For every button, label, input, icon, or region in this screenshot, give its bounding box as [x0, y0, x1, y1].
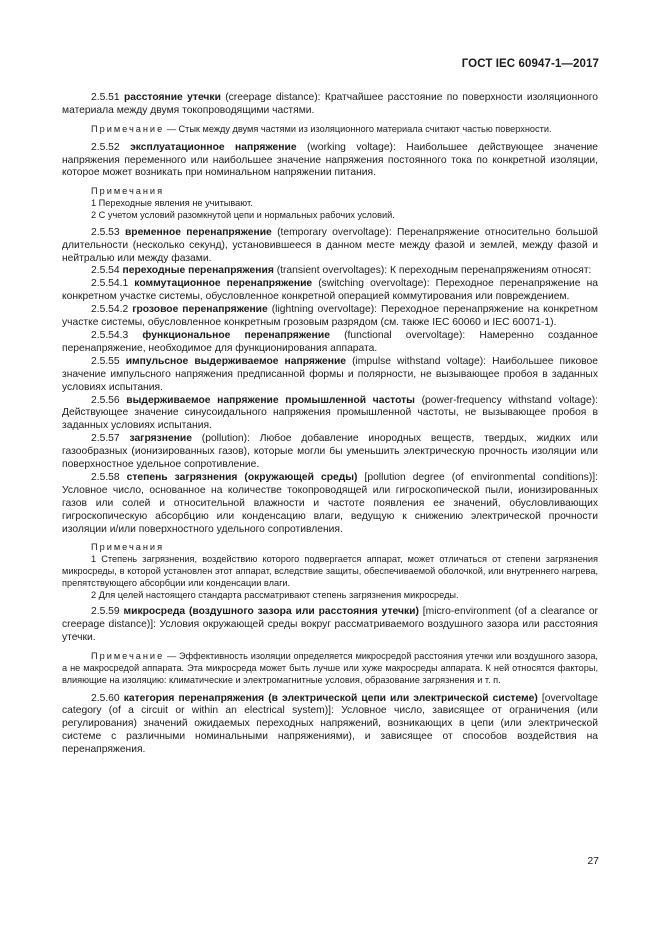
- clause-2-5-54: 2.5.54 переходные перенапряжения (transient overvoltages): К переходным перенапряжениям относят:: [91, 265, 592, 277]
- term: микросреда (воздушного зазора или расстояния утечки): [123, 606, 419, 618]
- clause-2-5-55: 2.5.55 импульсное выдерживаемое напряжение (impulse withstand voltage): Наибольшее пиковое значение импульсного напряжения предписанной формы и полярности, не вызывающее пробоя в заданных условиях испытания.: [62, 355, 598, 393]
- term: грозовое перенапряжение: [132, 304, 268, 316]
- note-item: 2 Для целей настоящего стандарта рассматривают степень загрязнения микросреды.: [91, 589, 459, 600]
- term: импульсное выдерживаемое напряжение: [125, 355, 347, 367]
- page-content: [62, 92, 598, 757]
- notes-2-5-52-heading: Примечания: [91, 186, 165, 197]
- note-item: 1 Переходные явления не учитывают.: [91, 198, 253, 209]
- term: функциональное перенапряжение: [142, 329, 330, 341]
- note-item: 2 С учетом условий разомкнутой цепи и нормальных рабочих условий.: [91, 209, 395, 220]
- note-2-5-59: Примечание — Эффективность изоляции определяется микросредой расстояния утечки или воздушного зазора, а не макросредой аппарата. Эта микросреда может быть лучше или хуже макросреды аппарата. К ней относятся факторы, влияющие на изоляцию: климатические и электромагнитные условия, образование загрязнения и т. п.: [62, 651, 598, 685]
- clause-2-5-54-2: 2.5.54.2 грозовое перенапряжение (lightning overvoltage): Переходное перенапряжение на конкретном участке системы, обусловленное конкретным грозовым разрядом (см. также IEC 60060 и IEC 60071-1).: [62, 304, 598, 329]
- note-2-5-51: Примечание — Стык между двумя частями из изоляционного материала считают частью поверхности.: [91, 123, 552, 134]
- term: переходные перенапряжения: [122, 265, 274, 277]
- page-number: 27: [587, 855, 599, 867]
- clause-2-5-57: 2.5.57 загрязнение (pollution): Любое добавление инородных веществ, твердых, жидких или газообразных (ионизированных газов), которые могли бы уменьшить электрическую прочность изоляции или поверхностное удельное сопротивление.: [62, 433, 598, 471]
- term: выдерживаемое напряжение промышленной частоты: [126, 394, 415, 406]
- standard-header: ГОСТ IEC 60947-1—2017: [461, 58, 599, 70]
- clause-2-5-60: 2.5.60 категория перенапряжения (в электрической цепи или электрической системе) [overvoltage category (of a circuit or within an electrical system)]: Условное число, зависящее от ограничения (или регулирования) значений ожидаемых переходных напряжений, возникающих в цепи (или электрической системе с различными номинальными напряжениями), и зависящее от способов воздействия на перенапряжения.: [62, 692, 598, 756]
- clause-2-5-54-1: 2.5.54.1 коммутационное перенапряжение (switching overvoltage): Переходное перенапряжение на конкретном участке системы, обусловленное конкретной операцией коммутирования или повреждением.: [62, 278, 598, 303]
- clause-2-5-54-3: 2.5.54.3 функциональное перенапряжение (functional overvoltage): Намеренно созданное перенапряжение, необходимое для функционирования аппарата.: [62, 329, 598, 354]
- term: эксплуатационное напряжение: [130, 141, 297, 153]
- term: загрязнение: [129, 433, 192, 445]
- term: временное перенапряжение: [124, 226, 272, 238]
- clause-2-5-58: 2.5.58 степень загрязнения (окружающей среды) [pollution degree (of environmental conditions)]: Условное число, основанное на количестве токопроводящей или гигроскопической пыли, ионизированных газов или солей и относительной влажности и частоте появления ее значений, обусловливающих гигроскопическую абсорбцию или конденсацию влаги, ведущую к снижению электрической прочности изоляции и/или поверхностного удельного сопротивления.: [62, 471, 598, 535]
- term: расстояние утечки: [123, 92, 221, 103]
- notes-2-5-58-heading: Примечания: [91, 542, 165, 553]
- clause-2-5-53: 2.5.53 временное перенапряжение (temporary overvoltage): Перенапряжение относительно большой длительности (несколько секунд), установившееся в данном месте между фазой и землей, между фазой и нейтралью или между фазами.: [62, 226, 598, 264]
- term: коммутационное перенапряжение: [134, 278, 313, 290]
- clause-2-5-52: 2.5.52 эксплуатационное напряжение (working voltage): Наибольшее действующее значение напряжения переменного или наибольшее значение напряжения постоянного тока по конкретной изоляции, которое может возникать при номинальном напряжении питания.: [62, 141, 598, 179]
- note-item: 1 Степень загрязнения, воздействию которого подвергается аппарат, может отличаться от степени загрязнения микросреды, в которой установлен этот аппарат, вследствие защиты, обеспечиваемой оболочкой, или внутреннего нагрева, препятствующего абсорбции или конденсации влаги.: [62, 554, 598, 588]
- clause-2-5-59: 2.5.59 микросреда (воздушного зазора или расстояния утечки) [micro-environment (of a clearance or creepage distance)]: Условия окружающей среды вокруг рассматриваемого воздушного зазора или расстояния утечки.: [62, 606, 598, 644]
- clause-2-5-51: 2.5.51 расстояние утечки (creepage distance): Кратчайшее расстояние по поверхности изоляционного материала между двумя токопроводящими частями.: [62, 92, 598, 116]
- clause-2-5-56: 2.5.56 выдерживаемое напряжение промышленной частоты (power-frequency withstand voltage): Действующее значение синусоидального напряжения промышленной частоты, не вызывающее пробоя в заданных условиях испытания.: [62, 394, 598, 432]
- term: категория перенапряжения (в электрической цепи или электрической системе): [123, 692, 538, 704]
- term: степень загрязнения (окружающей среды): [126, 471, 358, 483]
